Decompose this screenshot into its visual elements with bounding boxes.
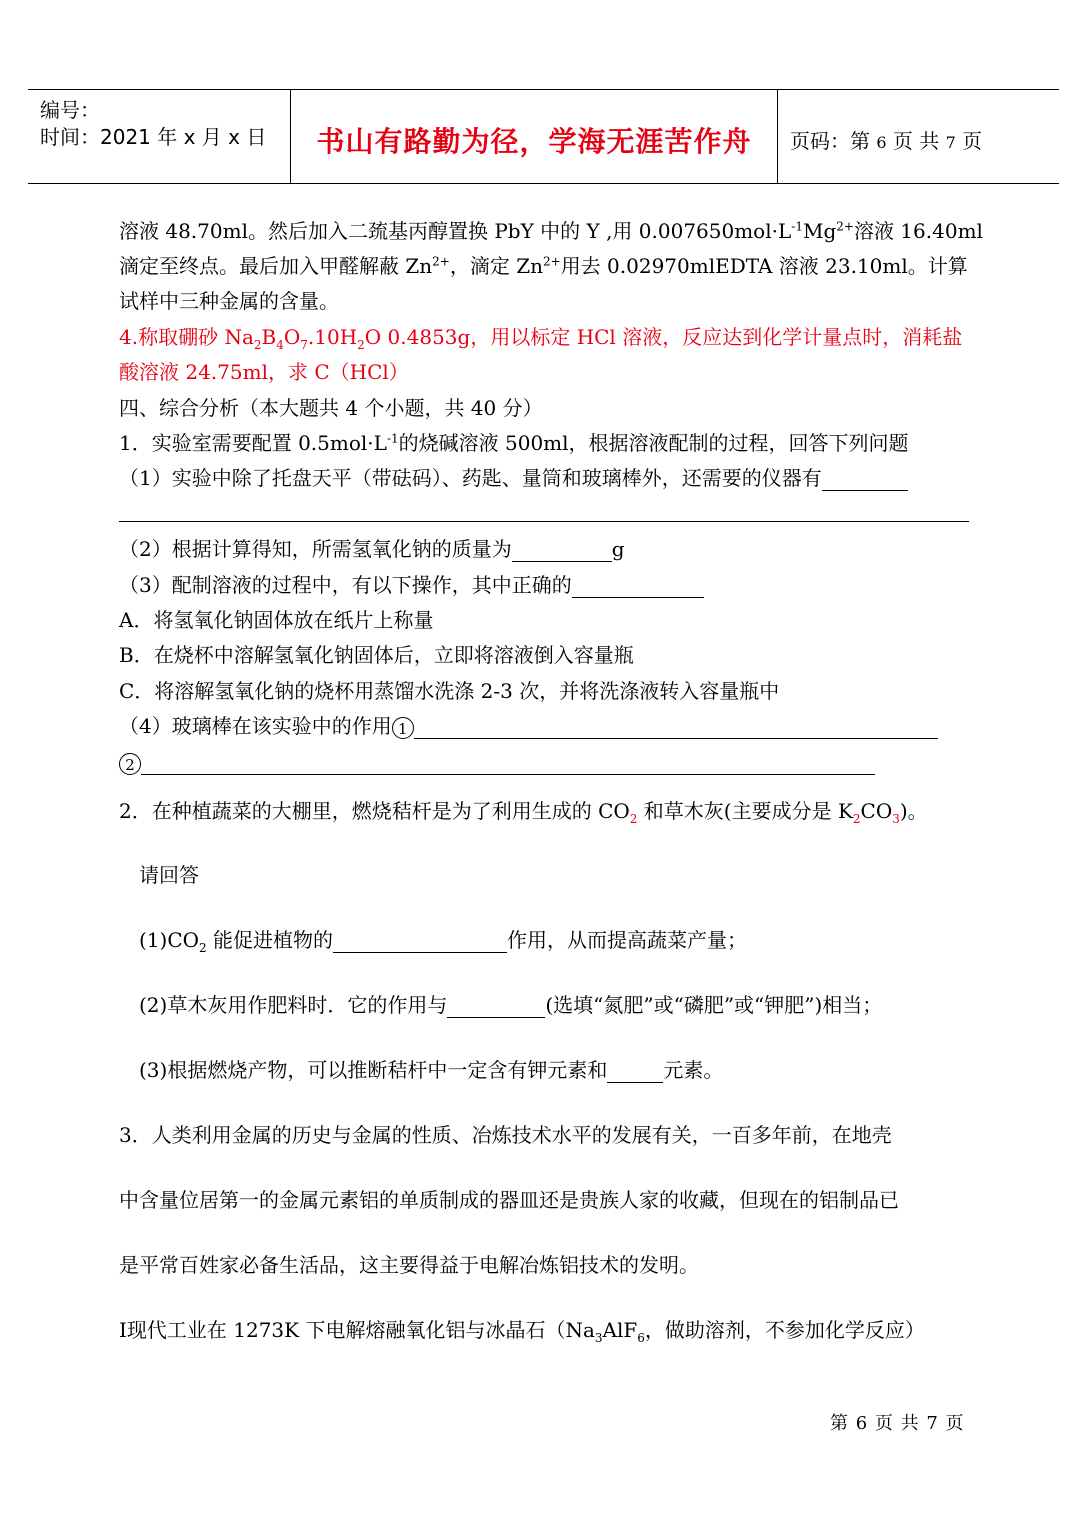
circled-number-1: 1	[392, 717, 414, 739]
header-motto: 书山有路勤为径，学海无涯苦作舟	[316, 125, 752, 158]
q1-part-3: （3）配制溶液的过程中，有以下操作，其中正确的	[119, 572, 704, 598]
header-left-cell	[28, 90, 291, 183]
q2-part-2: (2)草木灰用作肥料时．它的作用与 (选填“氮肥”或“磷肥”或“钾肥”)相当；	[139, 993, 883, 1017]
section-heading: 四、综合分析（本大题共 4 个小题，共 40 分）	[119, 396, 543, 420]
q3-line-3: 是平常百姓家必备生活品，这主要得益于电解冶炼铝技术的发明。	[119, 1253, 699, 1277]
header-center-cell	[291, 90, 778, 183]
text-line-2: 滴定至终点。最后加入甲醛解蔽 $Zn^{2+}$，滴定 $Zn^{2+}$用去 0.02970mlEDTA 溶液 23.10ml。计算	[119, 254, 968, 278]
option-b: B．在烧杯中溶解氢氧化钠固体后，立即将溶液倒入容量瓶	[119, 643, 634, 667]
q1-part-1: （1）实验中除了托盘天平（带砝码）、药匙、量筒和玻璃棒外，还需要的仪器有	[119, 465, 908, 491]
question-4-line-1: 4.称取硼砂 $Na_2B_4O_7.10H_2O$ 0.4853g，用以标定 HCl 溶液，反应达到化学计量点时，消耗盐	[119, 325, 963, 352]
page-header	[28, 89, 1059, 184]
answer-blank[interactable]	[333, 930, 507, 953]
answer-line-full[interactable]	[119, 521, 969, 522]
q2-part-1: $(1)CO_2$ 能促进植物的 作用，从而提高蔬菜产量；	[139, 928, 748, 955]
q3-line-2: 中含量位居第一的金属元素铝的单质制成的器皿还是贵族人家的收藏，但现在的铝制品已	[119, 1188, 899, 1212]
q1-part-4-second	[119, 749, 875, 775]
page-prefix: 页码：第	[790, 129, 870, 153]
answer-blank[interactable]	[141, 752, 875, 775]
page-footer: 第 6 页 共 7 页	[830, 1413, 965, 1434]
q1-part-2: （2）根据计算得知，所需氢氧化钠的质量为 g	[119, 537, 625, 561]
page-total: 7	[945, 133, 956, 152]
header-right-cell	[778, 90, 1059, 183]
answer-blank[interactable]	[572, 575, 704, 598]
q2-part-3: (3)根据燃烧产物，可以推断秸杆中一定含有钾元素和 元素。	[139, 1058, 724, 1082]
option-a: A．将氢氧化钠固体放在纸片上称量	[119, 608, 434, 632]
page-mid: 页 共	[892, 129, 940, 153]
circled-number-2: 2	[119, 753, 141, 775]
text-line-3: 试样中三种金属的含量。	[119, 289, 339, 313]
q3-line-1: 3．人类利用金属的历史与金属的性质、冶炼技术水平的发展有关，一百多年前，在地壳	[119, 1123, 892, 1147]
serial-label: 编号：	[40, 98, 100, 122]
page-suffix: 页	[962, 129, 983, 153]
answer-blank[interactable]	[447, 995, 545, 1018]
answer-blank[interactable]	[414, 716, 938, 739]
answer-blank[interactable]	[512, 539, 612, 562]
q2-prompt: 请回答	[139, 863, 199, 887]
question-4-line-2: 酸溶液 24.75ml，求 C（HCl）	[119, 360, 409, 384]
q2-stem: 2．在种植蔬菜的大棚里，燃烧秸杆是为了利用生成的 $CO_2$ 和草木灰(主要成分是 $K_2CO_3$)。	[119, 799, 928, 826]
page-indicator	[790, 125, 982, 154]
answer-blank[interactable]	[607, 1060, 663, 1083]
page-number: 6	[876, 133, 887, 152]
time-label: 时间：2021 年 x 月 x 日	[40, 125, 267, 149]
q3-line-4: Ⅰ现代工业在 1273K 下电解熔融氧化铝与冰晶石（$Na_3AlF_6$，做助溶剂，不参加化学反应）	[119, 1318, 925, 1345]
text-line-1: 溶液 48.70ml。然后加入二巯基丙醇置换 PbY 中的 Y ,用 $0.007650mol\cdot L^{-1}Mg^{2+}$溶液 16.40ml	[119, 219, 983, 243]
q1-stem: 1．实验室需要配置 $0.5mol\cdot L^{-1}$的烧碱溶液 500ml，根据溶液配制的过程，回答下列问题	[119, 431, 909, 455]
q1-part-4: （4）玻璃棒在该实验中的作用 1	[119, 713, 938, 739]
option-c: C．将溶解氢氧化钠的烧杯用蒸馏水洗涤 2-3 次，并将洗涤液转入容量瓶中	[119, 679, 780, 703]
answer-blank[interactable]	[822, 468, 908, 491]
